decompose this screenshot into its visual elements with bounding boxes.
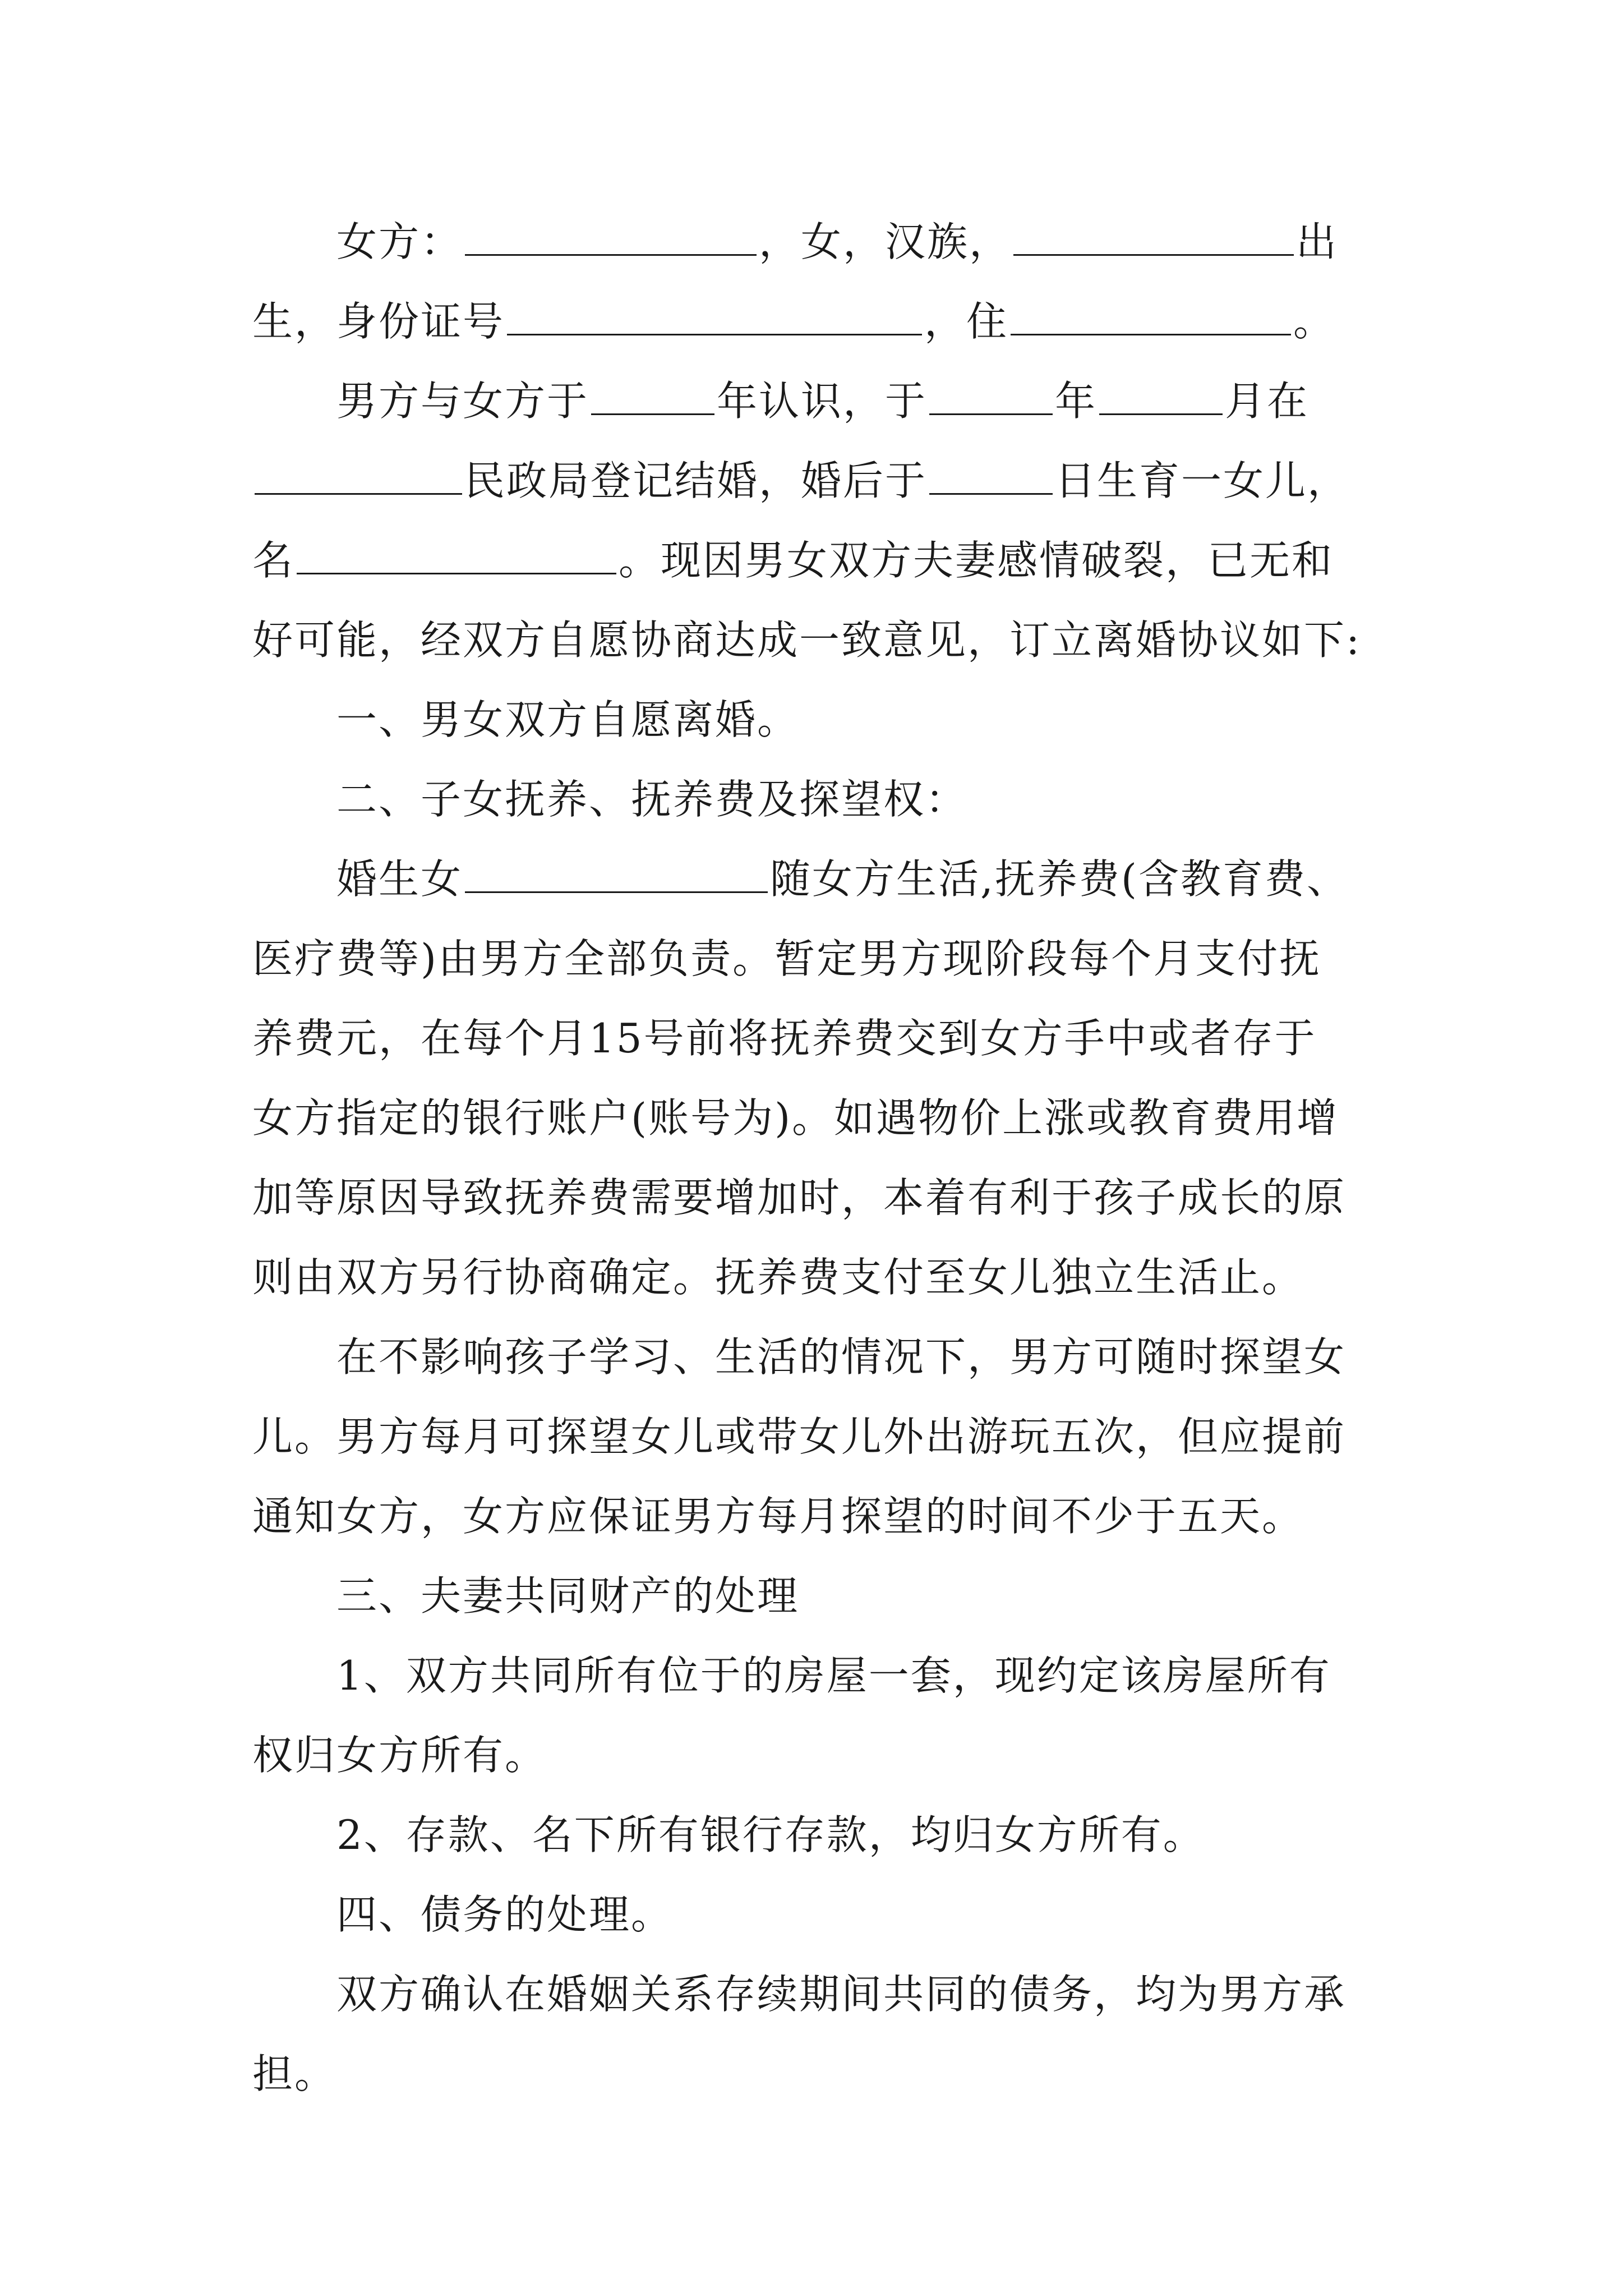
clause-heading: 四、债务的处理。 — [336, 1891, 674, 1938]
text: 日生育一女儿， — [1055, 457, 1350, 504]
text: 名 — [252, 537, 295, 584]
party-female-line-2 — [252, 282, 1374, 361]
blank-field — [929, 459, 1053, 495]
marriage-line-3 — [252, 521, 1374, 600]
clause-heading: 二、子女抚养、抚养费及探望权： — [336, 776, 968, 823]
text: 女方： — [336, 218, 463, 265]
blank-field — [255, 459, 462, 495]
blank-field — [1011, 300, 1291, 335]
paragraph-line: 医疗费等)由男方全部负责。暂定男方现阶段每个月支付抚 — [252, 935, 1322, 982]
text: 民政局登记结婚，婚后于 — [464, 457, 928, 504]
text: 。 — [1293, 298, 1336, 345]
paragraph-line: 儿。男方每月可探望女儿或带女儿外出游玩五次，但应提前 — [252, 1413, 1347, 1460]
text: 生，身份证号 — [252, 298, 505, 345]
paragraph-line: 双方确认在婚姻关系存续期间共同的债务，均为男方承 — [336, 1971, 1347, 2018]
paragraph-line: 2、存款、名下所有银行存款，均归女方所有。 — [336, 1811, 1205, 1858]
blank-field — [1099, 380, 1223, 415]
paragraph-line: 通知女方，女方应保证男方每月探望的时间不少于五天。 — [252, 1493, 1304, 1540]
paragraph-line: 担。 — [252, 2050, 337, 2097]
party-female-line — [252, 202, 1374, 282]
blank-field — [1013, 220, 1294, 256]
custody-line — [252, 839, 1374, 919]
text: 婚生女 — [336, 855, 463, 903]
text: 月在 — [1225, 378, 1310, 425]
paragraph-line: 加等原因导致抚养费需要增加时，本着有利于孩子成长的原 — [252, 1174, 1347, 1221]
text: ，女，汉族， — [759, 218, 1012, 265]
clause-heading: 一、男女双方自愿离婚。 — [336, 696, 800, 743]
paragraph-line: 好可能，经双方自愿协商达成一致意见，订立离婚协议如下: — [252, 616, 1362, 664]
text: 随女方生活,抚养费(含教育费、 — [770, 855, 1349, 903]
text: 出 — [1296, 218, 1339, 265]
text: 男方与女方于 — [336, 378, 589, 425]
blank-field — [465, 858, 768, 893]
marriage-line-2 — [252, 441, 1374, 521]
blank-field — [297, 539, 616, 574]
paragraph-line: 1、双方共同所有位于的房屋一套，现约定该房屋所有 — [336, 1652, 1331, 1699]
paragraph-line: 养费元，在每个月15号前将抚养费交到女方手中或者存于 — [252, 1015, 1317, 1062]
marriage-line — [252, 361, 1374, 441]
blank-field — [465, 220, 757, 256]
text: 年 — [1055, 378, 1098, 425]
agreement-body — [252, 202, 1374, 2114]
paragraph-line: 则由双方另行协商确定。抚养费支付至女儿独立生活止。 — [252, 1254, 1304, 1301]
blank-field — [507, 300, 922, 335]
text: 年认识，于 — [717, 378, 928, 425]
text: ，住 — [924, 298, 1009, 345]
paragraph-line: 权归女方所有。 — [252, 1732, 547, 1779]
blank-field — [929, 380, 1053, 415]
paragraph-line: 在不影响孩子学习、生活的情况下，男方可随时探望女 — [336, 1333, 1347, 1381]
clause-heading: 三、夫妻共同财产的处理 — [336, 1572, 800, 1619]
blank-field — [591, 380, 714, 415]
text: 。现因男女双方夫妻感情破裂，已无和 — [619, 537, 1334, 584]
paragraph-line: 女方指定的银行账户(账号为)。如遇物价上涨或教育费用增 — [252, 1094, 1339, 1142]
